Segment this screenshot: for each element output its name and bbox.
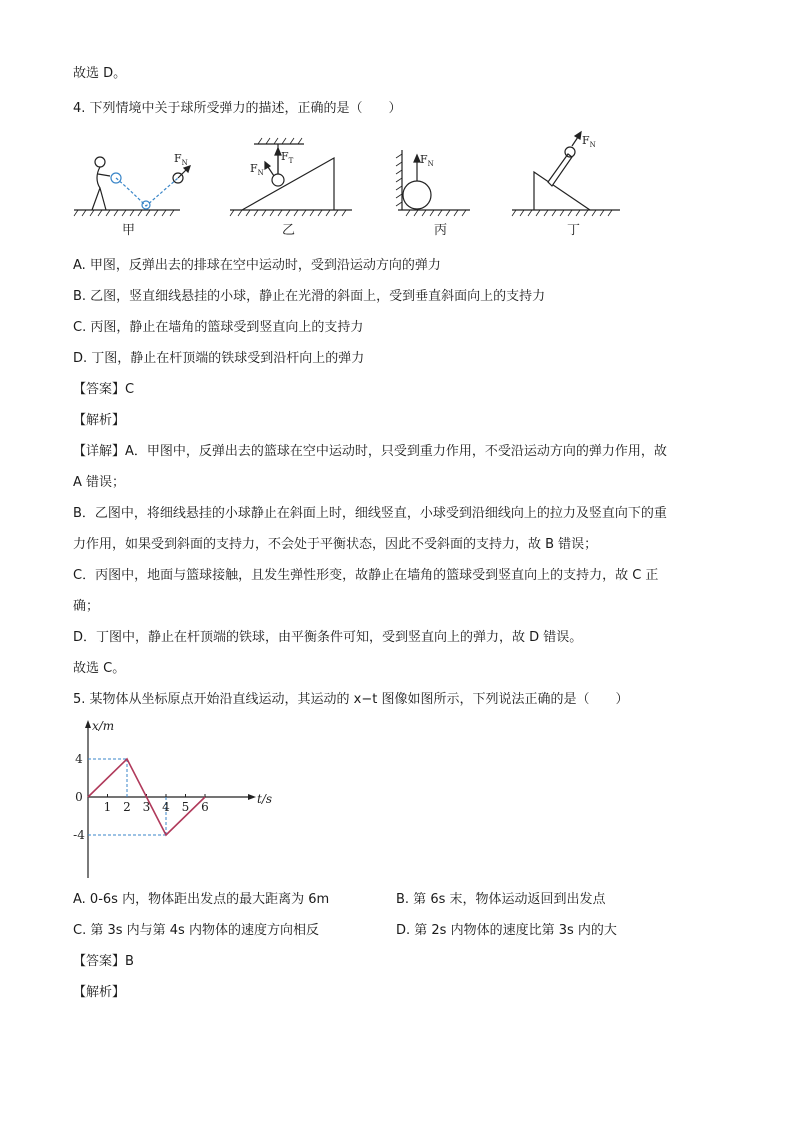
x-tick-label: 5 — [181, 800, 190, 814]
figure-ding — [512, 132, 620, 238]
figure-yi — [230, 138, 352, 238]
caption-yi: 乙 — [282, 223, 296, 238]
q5-option-b: B. 第 6s 末，物体运动返回到出发点 — [396, 892, 606, 907]
q5-option-c: C. 第 3s 内与第 4s 内物体的速度方向相反 — [73, 923, 319, 938]
fn-label-ding: $F_N$ — [582, 134, 596, 149]
caption-jia: 甲 — [122, 223, 136, 238]
xt-chart — [70, 718, 280, 880]
detail-line: 确； — [73, 599, 100, 614]
detail-line: 【详解】A．甲图中，反弹出去的篮球在空中运动时，只受到重力作用，不受沿运动方向的弹力作用，故 — [73, 444, 667, 459]
y-tick-label: -4 — [73, 828, 85, 842]
option-c: C. 丙图，静止在墙角的篮球受到竖直向上的支持力 — [73, 320, 364, 335]
q5-analysis-label: 【解析】 — [73, 985, 126, 1000]
ft-label-yi: $F_T$ — [281, 150, 294, 165]
question-4-stem: 4. 下列情境中关于球所受弹力的描述，正确的是（ ） — [73, 101, 402, 116]
option-d: D. 丁图，静止在杆顶端的铁球受到沿杆向上的弹力 — [73, 351, 365, 366]
detail-line: A 错误； — [73, 475, 126, 490]
x-tick-label: 4 — [162, 800, 170, 814]
x-axis-label: t/s — [257, 792, 273, 806]
y-axis-arrow — [85, 720, 91, 728]
caption-ding: 丁 — [567, 223, 581, 238]
figure-bing — [396, 150, 470, 238]
x-tick-label: 1 — [103, 800, 112, 814]
x-tick-label: 3 — [142, 800, 151, 814]
q5-option-a: A. 0-6s 内，物体距出发点的最大距离为 6m — [73, 892, 330, 907]
y-tick-label: 4 — [75, 752, 83, 766]
fn-label-jia: $F_N$ — [174, 152, 188, 167]
analysis-label: 【解析】 — [73, 413, 126, 428]
option-a: A. 甲图，反弹出去的排球在空中运动时，受到沿运动方向的弹力 — [73, 258, 441, 273]
text-line: 故选 D。 — [73, 66, 127, 81]
q5-answer-label: 【答案】B — [73, 954, 134, 969]
x-tick-label: 2 — [123, 800, 131, 814]
option-b: B. 乙图，竖直细线悬挂的小球，静止在光滑的斜面上，受到垂直斜面向上的支持力 — [73, 289, 546, 304]
detail-line: C．丙图中，地面与篮球接触，且发生弹性形变，故静止在墙角的篮球受到竖直向上的支持力，故 C 正 — [73, 568, 659, 583]
detail-line: D．丁图中，静止在杆顶端的铁球，由平衡条件可知，受到竖直向上的弹力，故 D 错误。 — [73, 630, 583, 645]
x-axis-arrow — [248, 794, 256, 800]
question-5-stem: 5. 某物体从坐标原点开始沿直线运动，其运动的 x−t 图像如图所示，下列说法正确的是（ ） — [73, 692, 629, 707]
answer-label: 【答案】C — [73, 382, 135, 397]
final-answer: 故选 C。 — [73, 661, 126, 676]
fn-label-yi: $F_N$ — [250, 162, 264, 177]
fn-label-bing: $F_N$ — [420, 153, 434, 168]
detail-line: 力作用，如果受到斜面的支持力，不会处于平衡状态，因此不受斜面的支持力，故 B 错误； — [73, 537, 598, 552]
y-tick-label: 0 — [75, 790, 83, 804]
q5-option-d: D. 第 2s 内物体的速度比第 3s 内的大 — [396, 923, 617, 938]
q4-figure — [70, 130, 630, 242]
figure-jia — [74, 152, 190, 238]
y-axis-label: x/m — [92, 719, 115, 733]
caption-bing: 丙 — [434, 223, 448, 238]
x-tick-label: 6 — [201, 800, 209, 814]
detail-line: B．乙图中，将细线悬挂的小球静止在斜面上时，细线竖直，小球受到沿细线向上的拉力及竖直向下的重 — [73, 506, 667, 521]
